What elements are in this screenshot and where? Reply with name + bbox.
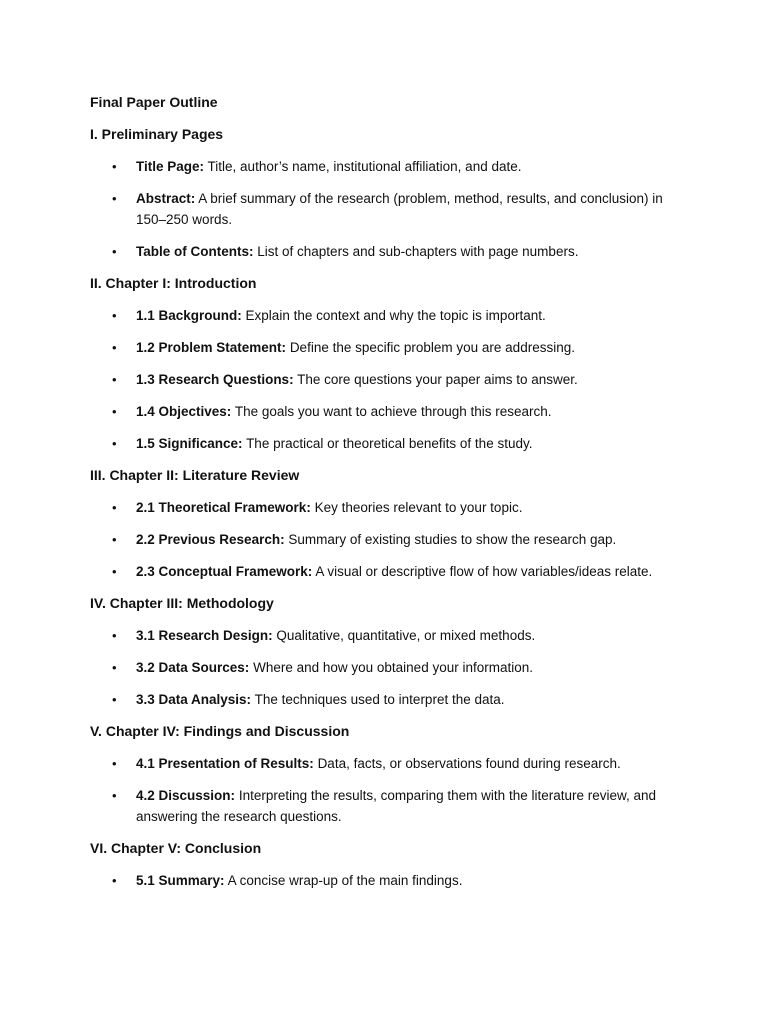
item-term: 1.1 Background: [136, 308, 242, 323]
bullet-icon: • [112, 244, 117, 259]
item-text: Define the specific problem you are addressing. [289, 340, 575, 355]
document-title: Final Paper Outline [90, 94, 218, 110]
bullet-icon: • [112, 692, 117, 707]
section-heading: III. Chapter II: Literature Review [90, 467, 300, 483]
item-text: Interpreting the results, comparing them with the literature review, and answering the research questions. [136, 788, 657, 824]
section-conclusion [90, 838, 688, 891]
bullet-icon: • [112, 756, 117, 771]
list-item [90, 337, 688, 358]
section-findings-discussion [90, 721, 688, 827]
item-text: Qualitative, quantitative, or mixed methods. [276, 628, 536, 643]
section-heading: IV. Chapter III: Methodology [90, 595, 274, 611]
bullet-icon: • [112, 372, 117, 387]
item-text: Explain the context and why the topic is important. [245, 308, 546, 323]
section-literature-review [90, 465, 688, 582]
list-item [90, 753, 688, 774]
bullet-icon: • [112, 660, 117, 675]
item-text: A visual or descriptive flow of how variables/ideas relate. [315, 564, 653, 579]
section-methodology [90, 593, 688, 710]
item-term: 1.2 Problem Statement: [136, 340, 287, 355]
list-item [90, 433, 688, 454]
bullet-list [90, 305, 688, 454]
bullet-icon: • [112, 191, 117, 206]
list-item [90, 156, 688, 177]
section-heading: VI. Chapter V: Conclusion [90, 840, 262, 856]
item-text: A brief summary of the research (problem, method, results, and conclusion) in 150–250 words. [136, 191, 663, 227]
list-item [90, 369, 688, 390]
bullet-list [90, 156, 688, 262]
bullet-icon: • [112, 788, 117, 803]
section-heading: I. Preliminary Pages [90, 126, 224, 142]
bullet-list [90, 870, 688, 891]
bullet-icon: • [112, 628, 117, 643]
item-term: 4.2 Discussion: [136, 788, 236, 803]
bullet-icon: • [112, 404, 117, 419]
item-text: List of chapters and sub-chapters with page numbers. [257, 244, 579, 259]
item-text: Title, author’s name, institutional affiliation, and date. [207, 159, 522, 174]
bullet-list [90, 625, 688, 710]
list-item [90, 497, 688, 518]
item-term: 1.5 Significance: [136, 436, 243, 451]
item-text: Where and how you obtained your information. [253, 660, 533, 675]
bullet-icon: • [112, 340, 117, 355]
item-text: The core questions your paper aims to answer. [297, 372, 578, 387]
list-item [90, 657, 688, 678]
bullet-icon: • [112, 308, 117, 323]
item-text: The practical or theoretical benefits of the study. [246, 436, 533, 451]
item-term: Abstract: [136, 191, 196, 206]
item-text: The techniques used to interpret the data. [254, 692, 505, 707]
bullet-icon: • [112, 500, 117, 515]
bullet-icon: • [112, 873, 117, 888]
item-term: 2.2 Previous Research: [136, 532, 285, 547]
item-term: Title Page: [136, 159, 205, 174]
item-text: Key theories relevant to your topic. [314, 500, 523, 515]
section-introduction [90, 273, 688, 454]
section-heading: V. Chapter IV: Findings and Discussion [90, 723, 350, 739]
item-term: 1.3 Research Questions: [136, 372, 294, 387]
item-term: 4.1 Presentation of Results: [136, 756, 314, 771]
item-term: 3.3 Data Analysis: [136, 692, 252, 707]
list-item [90, 305, 688, 326]
item-text: A concise wrap-up of the main findings. [227, 873, 463, 888]
item-term: 2.3 Conceptual Framework: [136, 564, 313, 579]
section-preliminary-pages [90, 124, 688, 262]
bullet-icon: • [112, 159, 117, 174]
item-text: The goals you want to achieve through this research. [234, 404, 552, 419]
bullet-icon: • [112, 564, 117, 579]
list-item [90, 188, 688, 230]
bullet-icon: • [112, 532, 117, 547]
item-term: 5.1 Summary: [136, 873, 225, 888]
list-item [90, 529, 688, 550]
list-item [90, 401, 688, 422]
list-item [90, 870, 688, 891]
list-item [90, 689, 688, 710]
list-item [90, 561, 688, 582]
list-item [90, 241, 688, 262]
section-heading: II. Chapter I: Introduction [90, 275, 257, 291]
item-term: 2.1 Theoretical Framework: [136, 500, 311, 515]
bullet-list [90, 753, 688, 827]
item-text: Data, facts, or observations found during research. [317, 756, 621, 771]
bullet-icon: • [112, 436, 117, 451]
item-term: 3.1 Research Design: [136, 628, 273, 643]
list-item [90, 785, 688, 827]
item-term: 1.4 Objectives: [136, 404, 232, 419]
list-item [90, 625, 688, 646]
item-term: Table of Contents: [136, 244, 254, 259]
item-text: Summary of existing studies to show the research gap. [288, 532, 617, 547]
item-term: 3.2 Data Sources: [136, 660, 250, 675]
bullet-list [90, 497, 688, 582]
